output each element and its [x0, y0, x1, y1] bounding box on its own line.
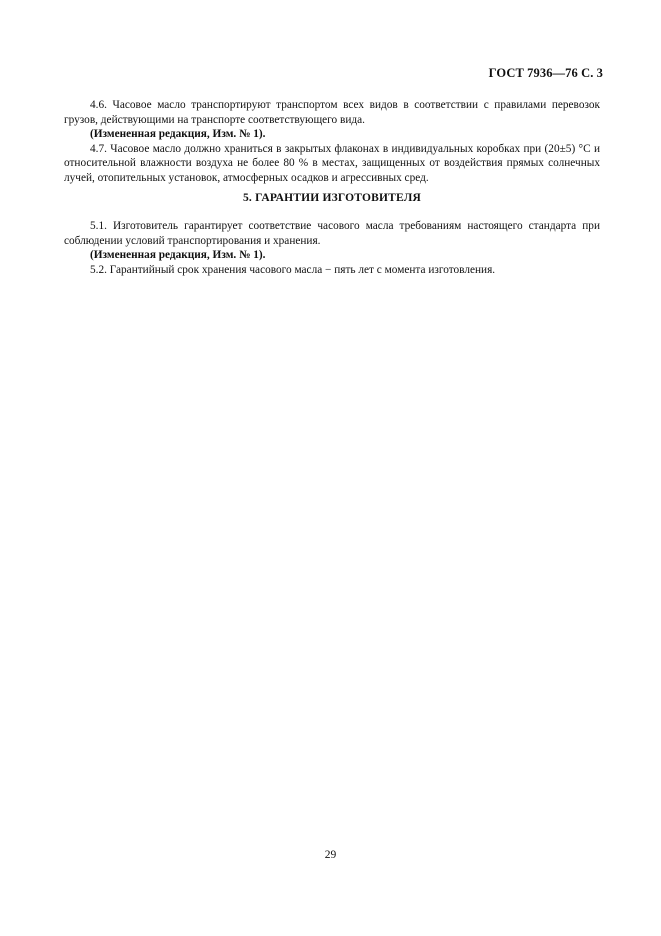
amendment-note-5-1: (Измененная редакция, Изм. № 1).: [90, 249, 266, 262]
paragraph-4-7: 4.7. Часовое масло должно храниться в закрытых флаконах в индивидуальных коробках при (20±5) °С и относительной влажности воздуха не более 80 % в местах, защищенных от воздействия прямых солнечных лучей, отопительных установок, атмосферных осадков и агрессивных сред.: [64, 142, 600, 184]
paragraph-5-1: 5.1. Изготовитель гарантирует соответствие часового масла требованиям настоящего стандарта при соблюдении условий транспортирования и хранения.: [64, 220, 600, 247]
section-4-body: [64, 98, 600, 186]
page-number: 29: [324, 849, 337, 861]
paragraph-4-6: 4.6. Часовое масло транспортируют транспортом всех видов в соответствии с правилами перевозок грузов, действующими на транспорте соответствующего вида.: [64, 99, 600, 126]
section-5-body: [64, 219, 600, 277]
amendment-note-4-6: (Измененная редакция, Изм. № 1).: [90, 128, 266, 141]
paragraph-5-2: 5.2. Гарантийный срок хранения часового масла − пять лет с момента изготовления.: [90, 263, 496, 276]
page-header-doc-ref: ГОСТ 7936—76 С. 3: [488, 66, 603, 80]
section-5-title: 5. ГАРАНТИИ ИЗГОТОВИТЕЛЯ: [242, 192, 422, 204]
